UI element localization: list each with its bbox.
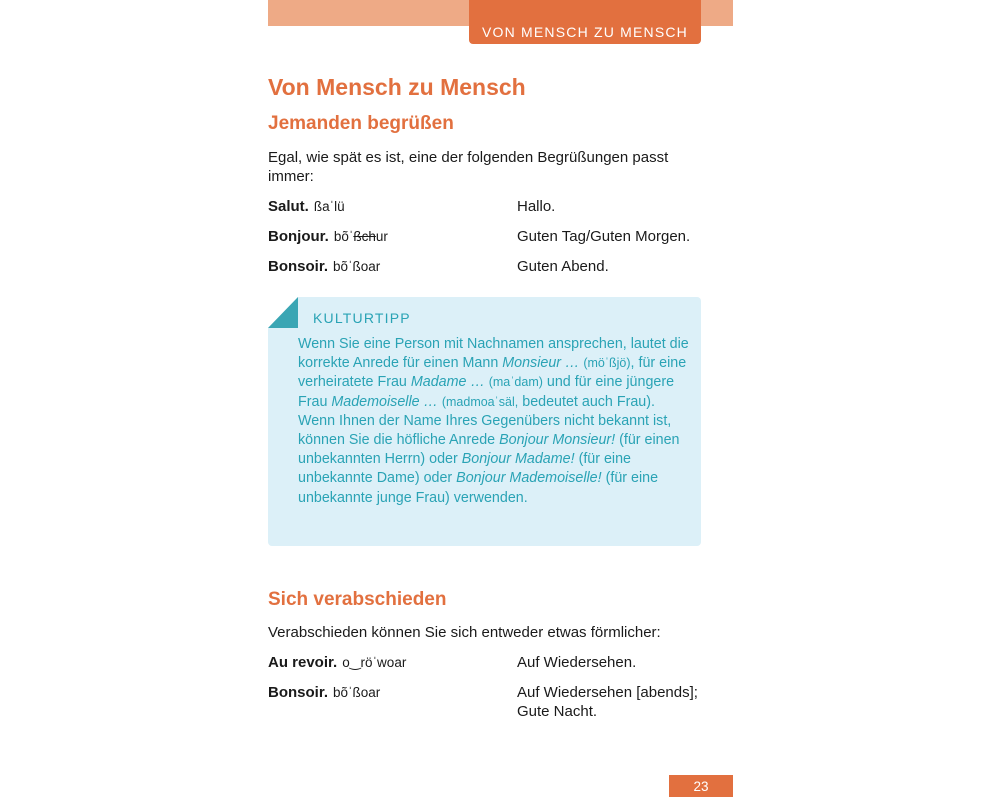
culture-tip-heading: KULTURTIPP (313, 310, 411, 326)
page-number: 23 (669, 775, 733, 797)
phrase-french: Au revoir. o‿röˈwoar (268, 654, 407, 671)
tip-paragraph: Wenn Sie eine Person mit Nachnamen ansprechen, lautet die korrekte Anrede für einen Mann Monsieur … (möˈßjö), für eine verheiratete Frau Madame … (maˈdam) und für eine jüngere Frau Mademoiselle … (madmoaˈsäl, bedeutet auch Frau). (298, 336, 689, 410)
phrase-pronunciation: bõˈßoar (333, 259, 381, 274)
phrase-pronunciation: ßaˈlü (313, 199, 345, 214)
phrase-french: Bonjour. bõˈßchur (268, 228, 388, 245)
farewell-heading: Sich verabschieden (268, 589, 447, 610)
corner-fold-icon (268, 297, 298, 328)
greeting-heading: Jemanden begrüßen (268, 113, 454, 134)
greeting-intro: Egal, wie spät es ist, eine der folgenden Begrüßungen passt immer: (268, 149, 669, 185)
culture-tip-text (298, 335, 698, 508)
phrase-german: Hallo. (517, 198, 556, 215)
phrase-pronunciation: bõˈßchur (333, 229, 388, 244)
phrase-german: Guten Tag/Guten Morgen. (517, 228, 691, 245)
chapter-tab-label: VON MENSCH ZU MENSCH (481, 24, 688, 40)
phrase-french: Bonsoir. bõˈßoar (268, 684, 381, 701)
farewell-intro: Verabschieden können Sie sich entweder etwas förmlicher: (268, 624, 661, 641)
phrase-pronunciation: bõˈßoar (333, 685, 381, 700)
phrase-french: Bonsoir. bõˈßoar (268, 258, 381, 275)
phrase-pronunciation: o‿röˈwoar (342, 655, 407, 670)
phrase-german: Guten Abend. (517, 258, 609, 275)
page-title: Von Mensch zu Mensch (268, 74, 526, 100)
tip-paragraph: Wenn Ihnen der Name Ihres Gegenübers nicht bekannt ist, können Sie die höfliche Anrede Bonjour Monsieur! (für einen unbekannten Herrn) oder Bonjour Madame! (für eine unbekannte Dame) oder Bonjour Mademoiselle! (für eine unbekannte junge Frau) verwenden. (298, 412, 680, 506)
phrase-french: Salut. ßaˈlü (268, 198, 345, 215)
phrase-german: Auf Wiedersehen [abends]; Gute Nacht. (517, 684, 698, 720)
chapter-tab (469, 0, 701, 44)
phrase-german: Auf Wiedersehen. (517, 654, 637, 671)
